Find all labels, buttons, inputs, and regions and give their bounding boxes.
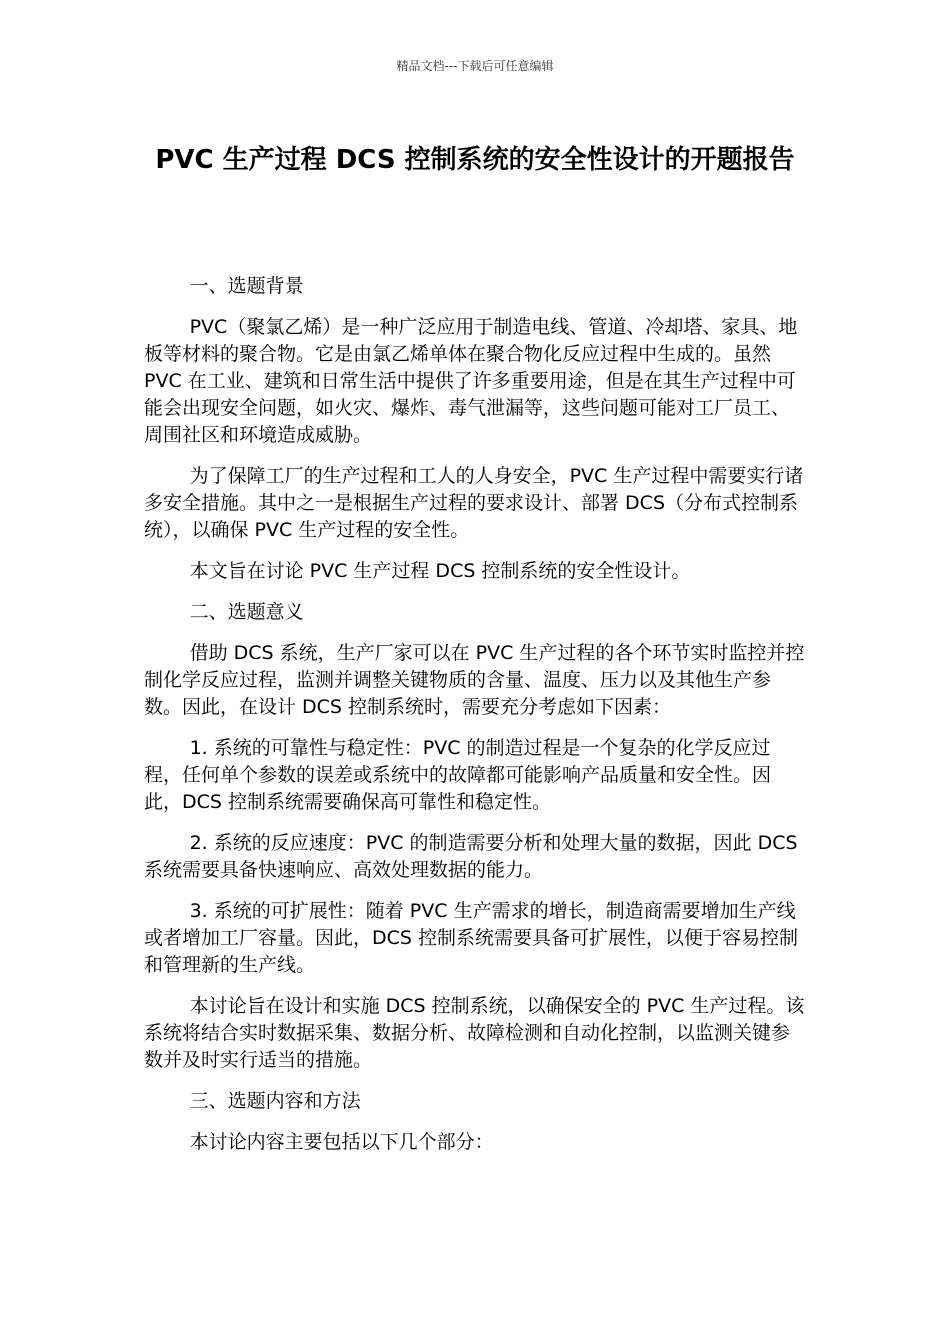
paragraph-factor-scalability: 3. 系统的可扩展性：随着 PVC 生产需求的增长，制造商需要增加生产线或者增加工厂容量。因此，DCS 控制系统需要具备可扩展性，以便于容易控制和管理新的生产线。 [144,900,798,976]
paragraph-factor-reliability: 1. 系统的可靠性与稳定性：PVC 的制造过程是一个复杂的化学反应过程，任何单个参数的误差或系统中的故障都可能影响产品质量和安全性。因此，DCS 控制系统需要确保高可靠性和稳定性。 [144,737,772,813]
paragraph-safety-measures: 为了保障工厂的生产过程和工人的人身安全，PVC 生产过程中需要实行诸多安全措施。其中之一是根据生产过程的要求设计、部署 DCS（分布式控制系统），以确保 PVC 生产过程的安全性。 [144,465,804,541]
header-note: 精品文档---下载后可任意编辑 [396,59,554,73]
section-heading-content-method: 三、选题内容和方法 [189,1090,361,1112]
paragraph-pvc-intro: PVC（聚氯乙烯）是一种广泛应用于制造电线、管道、冷却塔、家具、地板等材料的聚合物。它是由氯乙烯单体在聚合物化反应过程中生成的。虽然 PVC 在工业、建筑和日常生活中提供了许多重要用途，但是在其生产过程中可能会出现安全问题，如火灾、爆炸、毒气泄漏等，这些问题可能对工厂员工、周围社区和环境造成威胁。 [144,316,798,446]
section-heading-background: 一、选题背景 [189,275,304,297]
paragraph-factor-response: 2. 系统的反应速度：PVC 的制造需要分析和处理大量的数据，因此 DCS 系统需要具备快速响应、高效处理数据的能力。 [144,832,798,881]
paragraph-dcs-monitoring: 借助 DCS 系统，生产厂家可以在 PVC 生产过程的各个环节实时监控并控制化学反应过程，监测并调整关键物质的含量、温度、压力以及其他生产参数。因此，在设计 DCS 控制系统时，需要充分考虑如下因素： [144,642,805,718]
paragraph-content-intro: 本讨论内容主要包括以下几个部分： [189,1131,494,1153]
section-heading-significance: 二、选题意义 [189,601,304,623]
paragraph-research-goal: 本讨论旨在设计和实施 DCS 控制系统，以确保安全的 PVC 生产过程。该系统将结合实时数据采集、数据分析、故障检测和自动化控制，以监测关键参数并及时实行适当的措施。 [144,995,805,1071]
paragraph-purpose: 本文旨在讨论 PVC 生产过程 DCS 控制系统的安全性设计。 [189,560,691,582]
document-body [144,273,808,1170]
document-title: PVC 生产过程 DCS 控制系统的安全性设计的开题报告 [155,145,795,175]
